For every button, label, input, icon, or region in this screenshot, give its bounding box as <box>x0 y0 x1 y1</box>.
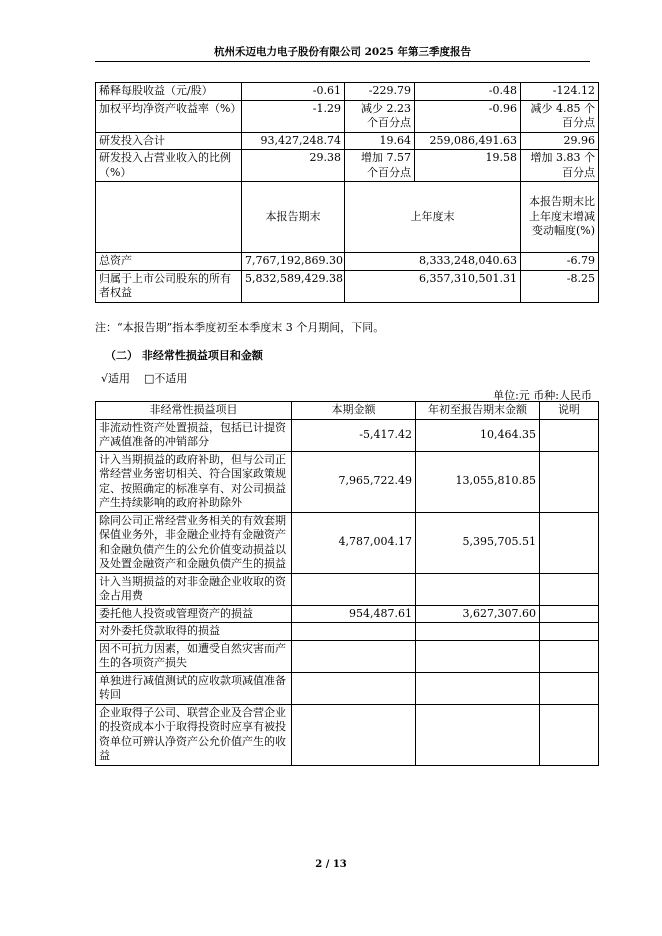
table-row <box>96 640 599 672</box>
table-row <box>96 573 599 605</box>
table-row <box>96 419 599 451</box>
table-cell <box>292 704 416 765</box>
table-cell <box>540 451 599 512</box>
table-cell <box>292 640 416 672</box>
table-row <box>96 672 599 704</box>
item-label: 委托他人投资或管理资产的损益 <box>96 605 292 623</box>
table-cell: -229.79 <box>345 83 415 101</box>
table-cell: 增加 7.57 个百分点 <box>345 150 415 182</box>
table-note: 注：“本报告期”指本季度初至本季度末 3 个月期间，下同。 <box>95 321 385 334</box>
applicable-checkbox: √适用 <box>101 372 131 385</box>
row-label: 总资产 <box>96 253 242 271</box>
table-cell: 7,965,722.49 <box>292 451 416 512</box>
page-header: 杭州禾迈电力电子股份有限公司 2025 年第三季度报告 <box>213 46 472 58</box>
table-cell <box>540 623 599 641</box>
table-cell: 7,767,192,869.30 <box>242 253 345 271</box>
table-cell: 8,333,248,040.63 <box>345 253 521 271</box>
table-cell: 3,627,307.60 <box>416 605 540 623</box>
table-cell <box>540 640 599 672</box>
empty-cell <box>96 182 242 253</box>
table-cell <box>416 640 540 672</box>
table-cell: 10,464.35 <box>416 419 540 451</box>
table-cell: 93,427,248.74 <box>242 132 345 150</box>
table-cell <box>540 419 599 451</box>
header-rule <box>95 61 590 62</box>
table-cell <box>292 672 416 704</box>
table-row <box>96 605 599 623</box>
table-cell <box>540 672 599 704</box>
item-label: 除同公司正常经营业务相关的有效套期保值业务外，非金融企业持有金融资产和金融负债产生的公允价值变动损益以及处置金融资产和金融负债产生的损益 <box>96 512 292 573</box>
table-cell: 5,395,705.51 <box>416 512 540 573</box>
table-row <box>96 451 599 512</box>
table-cell <box>416 623 540 641</box>
table-cell: 19.58 <box>415 150 521 182</box>
table-cell: -0.96 <box>415 100 521 132</box>
table-cell: -1.29 <box>242 100 345 132</box>
table-cell: 259,086,491.63 <box>415 132 521 150</box>
item-label: 单独进行减值测试的应收款项减值准备转回 <box>96 672 292 704</box>
table-cell: 29.96 <box>521 132 599 150</box>
table-row <box>96 253 599 271</box>
column-header-prior-year-end: 上年度末 <box>345 182 521 253</box>
table-cell: 减少 4.85 个百分点 <box>521 100 599 132</box>
table-cell: -0.61 <box>242 83 345 101</box>
table-row <box>96 623 599 641</box>
table-cell: -124.12 <box>521 83 599 101</box>
section-heading: （二） 非经常性损益项目和金额 <box>105 349 263 362</box>
item-label: 计入当期损益的对非金融企业收取的资金占用费 <box>96 573 292 605</box>
column-header-period-end: 本报告期末 <box>242 182 345 253</box>
table-cell <box>292 573 416 605</box>
table-cell: -6.79 <box>521 253 599 271</box>
item-label: 因不可抗力因素，如遭受自然灾害而产生的各项资产损失 <box>96 640 292 672</box>
table-cell <box>540 605 599 623</box>
table-cell <box>540 512 599 573</box>
table-row <box>96 704 599 765</box>
column-header-current: 本期金额 <box>292 402 416 420</box>
not-applicable-checkbox: □不适用 <box>144 372 188 385</box>
table-cell: 13,055,810.85 <box>416 451 540 512</box>
item-label: 企业取得子公司、联营企业及合营企业的投资成本小于取得投资时应享有被投资单位可辨认净资产公允价值产生的收益 <box>96 704 292 765</box>
column-header-remarks: 说明 <box>540 402 599 420</box>
table-cell: -0.48 <box>415 83 521 101</box>
column-header-ytd: 年初至报告期末金额 <box>416 402 540 420</box>
column-header-item: 非经常性损益项目 <box>96 402 292 420</box>
table-cell <box>416 573 540 605</box>
unit-currency-line: 单位:元 币种:人民币 <box>493 389 592 402</box>
table-row <box>96 150 599 182</box>
column-header-change: 本报告期末比上年度末增减变动幅度(%) <box>521 182 599 253</box>
table-header-row <box>96 402 599 420</box>
table-row <box>96 83 599 101</box>
table-subheader-row <box>96 182 599 253</box>
table-cell: -5,417.42 <box>292 419 416 451</box>
item-label: 非流动性资产处置损益，包括已计提资产减值准备的冲销部分 <box>96 419 292 451</box>
table-cell <box>292 623 416 641</box>
table-cell <box>540 704 599 765</box>
table-cell <box>416 704 540 765</box>
table-cell: 4,787,004.17 <box>292 512 416 573</box>
row-label: 归属于上市公司股东的所有者权益 <box>96 270 242 302</box>
row-label: 研发投入合计 <box>96 132 242 150</box>
row-label: 稀释每股收益（元/股） <box>96 83 242 101</box>
table-row <box>96 270 599 302</box>
table-row <box>96 132 599 150</box>
table-cell: 29.38 <box>242 150 345 182</box>
table-cell: -8.25 <box>521 270 599 302</box>
table-row <box>96 100 599 132</box>
applicability-options <box>101 370 187 386</box>
table-row <box>96 512 599 573</box>
row-label: 研发投入占营业收入的比例（%） <box>96 150 242 182</box>
financial-indicators-table <box>95 82 599 303</box>
table-cell: 19.64 <box>345 132 415 150</box>
page-number: 2 / 13 <box>315 859 347 870</box>
table-cell <box>416 672 540 704</box>
table-cell: 5,832,589,429.38 <box>242 270 345 302</box>
table-cell: 6,357,310,501.31 <box>345 270 521 302</box>
item-label: 对外委托贷款取得的损益 <box>96 623 292 641</box>
item-label: 计入当期损益的政府补助，但与公司正常经营业务密切相关、符合国家政策规定、按照确定的标准享有、对公司损益产生持续影响的政府补助除外 <box>96 451 292 512</box>
table-cell <box>540 573 599 605</box>
row-label: 加权平均净资产收益率（%） <box>96 100 242 132</box>
non-recurring-items-table <box>95 401 599 766</box>
table-cell: 954,487.61 <box>292 605 416 623</box>
table-cell: 减少 2.23 个百分点 <box>345 100 415 132</box>
table-cell: 增加 3.83 个百分点 <box>521 150 599 182</box>
